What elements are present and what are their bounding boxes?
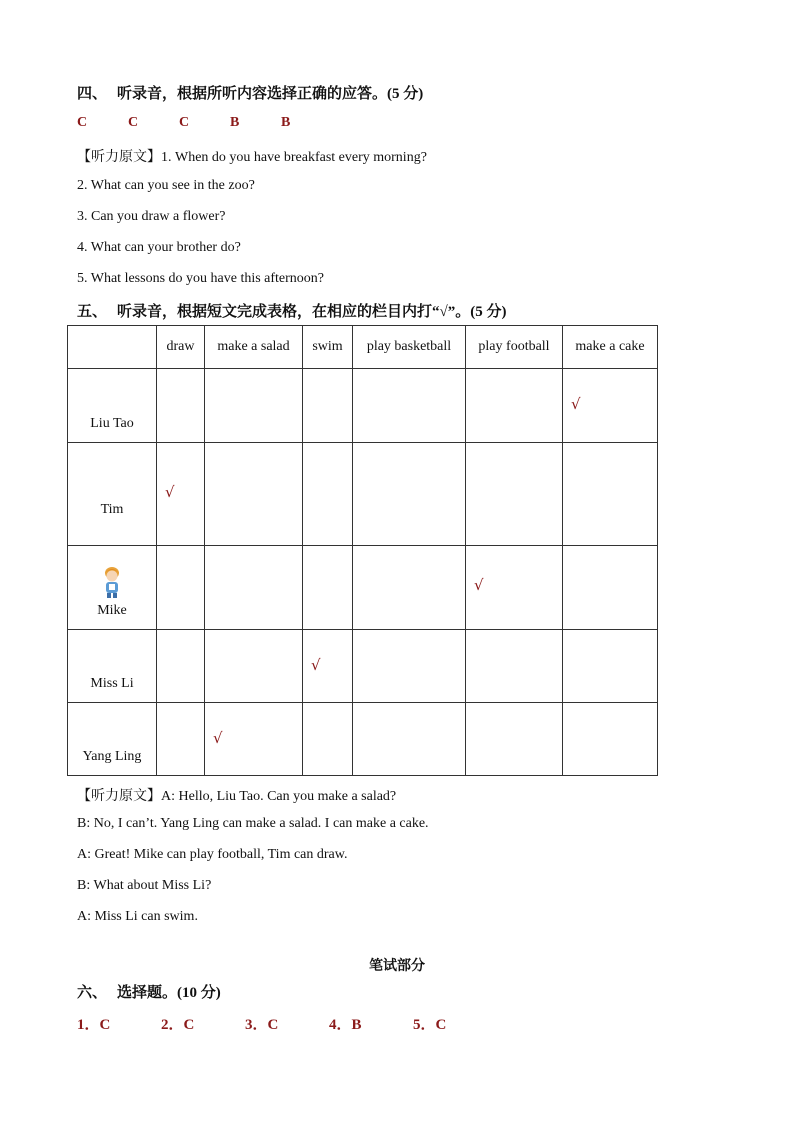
- table-cell: [157, 546, 205, 630]
- answer-item: 2．C: [161, 1017, 195, 1033]
- answer-item: 4．B: [329, 1017, 362, 1033]
- section-5-number: 五、: [77, 304, 108, 320]
- dialogue-line: A: Great! Mike can play football, Tim can draw.: [77, 847, 348, 862]
- table-cell: [466, 369, 563, 443]
- section-6-title: 选择题。(10 分): [117, 985, 221, 1001]
- section-6-number: 六、: [77, 985, 108, 1001]
- transcript-text: 1. When do you have breakfast every morning?: [161, 150, 427, 165]
- column-header: draw: [157, 326, 205, 369]
- column-header: play basketball: [353, 326, 466, 369]
- table-cell: [157, 703, 205, 776]
- answer-table: [67, 325, 658, 776]
- table-cell: [303, 443, 353, 546]
- table-cell: [353, 443, 466, 546]
- transcript-line: [77, 146, 427, 166]
- dialogue-line: A: Miss Li can swim.: [77, 909, 198, 924]
- section-4-heading: [77, 82, 423, 103]
- transcript-label: 【听力原文】: [77, 150, 161, 165]
- table-cell: [353, 546, 466, 630]
- table-cell: [563, 703, 658, 776]
- transcript-line: 3. Can you draw a flower?: [77, 209, 226, 224]
- table-cell: [563, 630, 658, 703]
- table-cell: [353, 630, 466, 703]
- check-mark: √: [165, 483, 175, 501]
- table-row: [68, 703, 658, 776]
- table-cell: [205, 546, 303, 630]
- table-cell: [205, 443, 303, 546]
- table-cell: [205, 703, 303, 776]
- written-part-title: 笔试部分: [369, 959, 425, 974]
- table-row: [68, 630, 658, 703]
- table-corner-cell: [68, 326, 157, 369]
- row-name: Yang Ling: [68, 703, 157, 776]
- section-5-heading: [77, 300, 506, 321]
- table-cell: [157, 369, 205, 443]
- table-header-row: [68, 326, 658, 369]
- table-cell: [205, 630, 303, 703]
- row-name: Miss Li: [68, 630, 157, 703]
- row-name: Liu Tao: [68, 369, 157, 443]
- column-header: make a salad: [205, 326, 303, 369]
- check-mark: √: [474, 576, 484, 594]
- section-4-number: 四、: [77, 86, 108, 102]
- transcript-line: 4. What can your brother do?: [77, 240, 241, 255]
- table-cell: [157, 630, 205, 703]
- answer-item: 1．C: [77, 1017, 111, 1033]
- table-cell: [157, 443, 205, 546]
- table-cell: [303, 369, 353, 443]
- dialogue-line: B: No, I can’t. Yang Ling can make a salad. I can make a cake.: [77, 816, 429, 831]
- table-cell: [303, 630, 353, 703]
- table-cell: [466, 546, 563, 630]
- boy-avatar-icon: [99, 565, 125, 599]
- answer-item: 5．C: [413, 1017, 447, 1033]
- dialogue-line: [77, 785, 396, 805]
- check-mark: √: [311, 656, 321, 674]
- check-mark: √: [213, 729, 223, 747]
- answer-item: C: [179, 115, 190, 130]
- table-cell: [466, 703, 563, 776]
- transcript-line: 2. What can you see in the zoo?: [77, 178, 255, 193]
- section-6-heading: [77, 981, 221, 1002]
- table-cell: [353, 703, 466, 776]
- dialogue-line: B: What about Miss Li?: [77, 878, 212, 893]
- column-header: swim: [303, 326, 353, 369]
- table-cell: [303, 703, 353, 776]
- answer-item: B: [230, 115, 240, 130]
- check-mark: √: [571, 395, 581, 413]
- row-name-cell: [68, 546, 157, 630]
- transcript-label: 【听力原文】: [77, 789, 161, 804]
- table-cell: [205, 369, 303, 443]
- transcript-line: 5. What lessons do you have this afternoon?: [77, 271, 325, 286]
- table-row: [68, 369, 658, 443]
- section-4-title: 听录音，根据所听内容选择正确的应答。(5 分): [117, 86, 424, 102]
- column-header: play football: [466, 326, 563, 369]
- table-cell: [466, 630, 563, 703]
- column-header: make a cake: [563, 326, 658, 369]
- answer-item: 3．C: [245, 1017, 279, 1033]
- answer-item: C: [77, 115, 88, 130]
- answer-item: C: [128, 115, 139, 130]
- section-5-title: 听录音，根据短文完成表格，在相应的栏目内打“√”。(5 分): [117, 304, 507, 320]
- row-name: Tim: [68, 443, 157, 546]
- table-cell: [563, 443, 658, 546]
- answer-item: B: [281, 115, 291, 130]
- table-cell: [303, 546, 353, 630]
- row-name: Mike: [97, 603, 127, 618]
- dialogue-text: A: Hello, Liu Tao. Can you make a salad?: [161, 789, 397, 804]
- table-cell: [563, 369, 658, 443]
- table-cell: [563, 546, 658, 630]
- table-row: [68, 443, 658, 546]
- table-row: [68, 546, 658, 630]
- table-cell: [466, 443, 563, 546]
- table-cell: [353, 369, 466, 443]
